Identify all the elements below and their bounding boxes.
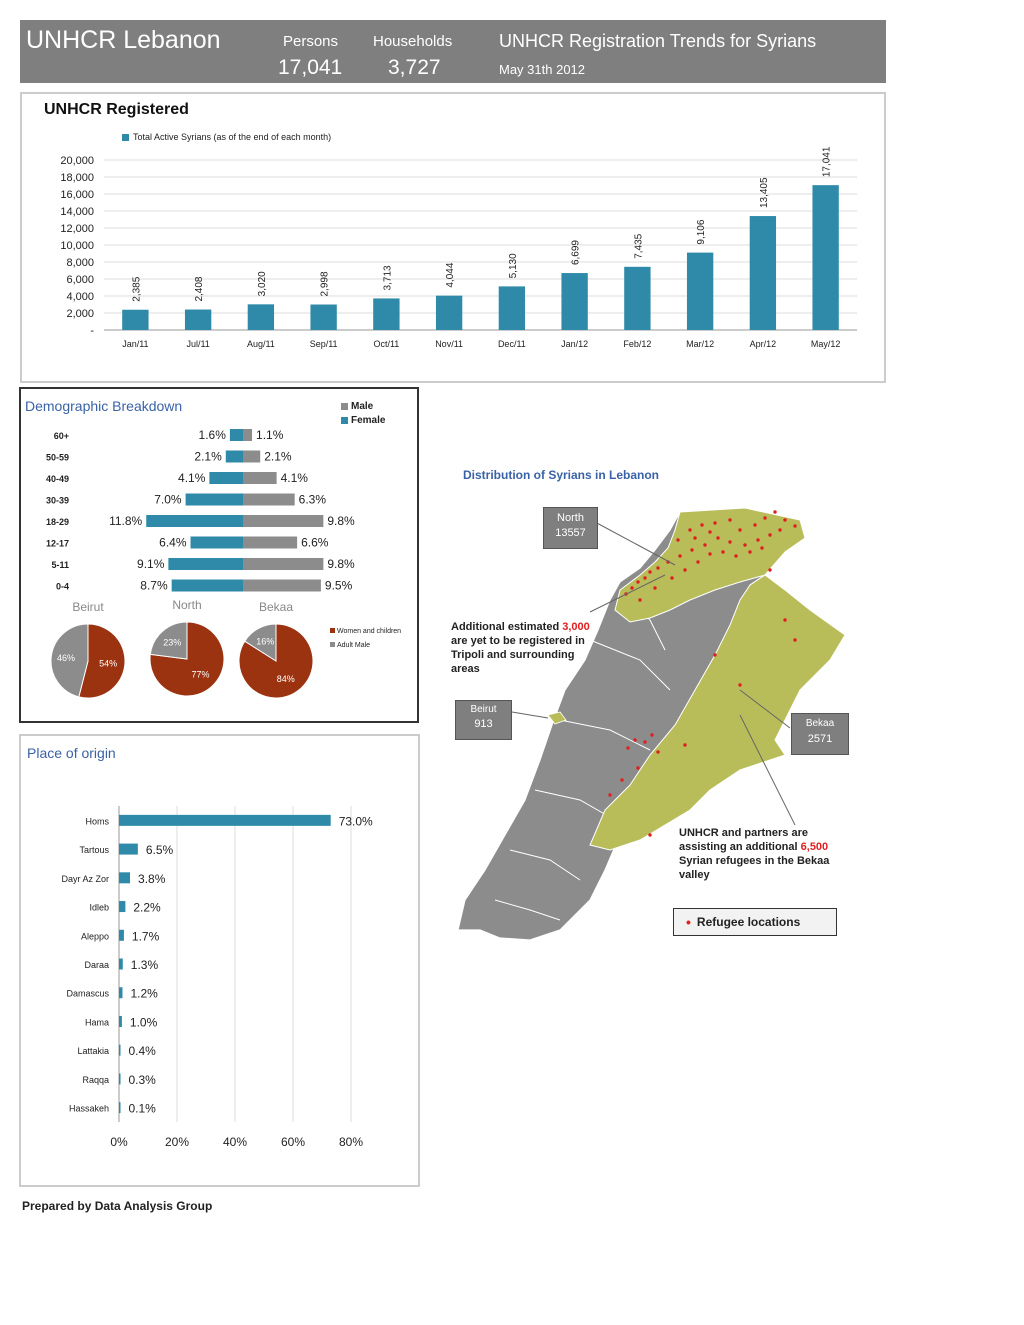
bar-value-label: 17,041 [821, 146, 833, 178]
callout-bekaa [791, 713, 849, 755]
bar [119, 844, 138, 855]
tripoli-note-number: 3,000 [562, 621, 590, 633]
female-bar [172, 580, 243, 592]
female-value-label: 1.6% [198, 428, 226, 442]
map-legend-label: Refugee locations [696, 915, 801, 929]
legend-dot-icon: • [686, 914, 691, 930]
callout-beirut-value: 913 [474, 718, 493, 730]
x-tick-label: Nov/11 [435, 339, 464, 349]
category-label: Homs [85, 816, 109, 827]
x-tick-label: Feb/12 [623, 339, 652, 349]
x-tick-label: Apr/12 [749, 339, 777, 349]
x-tick-label: 20% [164, 1135, 190, 1149]
female-bar [191, 537, 243, 549]
pie-legend-label: Women and children [337, 628, 402, 635]
pie-value-label: 77% [191, 669, 210, 680]
registered-panel [20, 92, 886, 383]
bekaa-note [679, 826, 839, 882]
bar [248, 304, 274, 330]
bar-value-label: 1.3% [130, 958, 159, 972]
x-tick-label: 60% [280, 1135, 306, 1149]
bekaa-note-a: UNHCR and partners are assisting an additional [679, 827, 808, 853]
report-date: May 31th 2012 [499, 62, 586, 77]
pie-value-label: 16% [256, 636, 275, 647]
x-tick-label: Sep/11 [309, 339, 338, 349]
bar [119, 959, 123, 970]
callout-north-value: 13557 [555, 527, 586, 539]
female-value-label: 8.7% [140, 578, 168, 593]
category-label: Hassakeh [68, 1103, 109, 1114]
x-tick-label: Mar/12 [686, 339, 715, 349]
bar-value-label: 0.3% [128, 1072, 156, 1087]
bar [812, 185, 838, 330]
bar-value-label: 0.1% [128, 1101, 156, 1116]
female-bar [230, 429, 243, 441]
category-label: Damascus [66, 988, 109, 999]
pie-value-label: 23% [163, 637, 182, 648]
bekaa-note-b: Syrian refugees in the Bekaa valley [679, 855, 830, 881]
registered-title: UNHCR Registered [44, 101, 189, 118]
report-title: UNHCR Registration Trends for Syrians [499, 31, 817, 51]
category-label: Aleppo [80, 931, 109, 942]
bar-value-label: 9,106 [696, 219, 708, 245]
age-group-label: 30-39 [45, 495, 69, 506]
bekaa-note-number: 6,500 [800, 841, 829, 853]
male-value-label: 2.1% [264, 449, 292, 464]
male-bar [243, 537, 297, 549]
bar-value-label: 1.7% [131, 929, 160, 944]
bar-value-label: 3.8% [138, 871, 166, 886]
category-label: Dayr Az Zor [61, 873, 109, 884]
tripoli-note-a: Additional estimated [451, 621, 560, 633]
bar [119, 1073, 121, 1084]
callout-north [543, 507, 598, 549]
bar-value-label: 2,998 [319, 271, 331, 297]
pie-region-label: North [172, 598, 202, 612]
y-tick-label: 2,000 [66, 308, 94, 320]
bar [750, 216, 776, 330]
bar-value-label: 2.2% [133, 900, 161, 915]
female-value-label: 11.8% [109, 514, 143, 528]
bar [561, 273, 587, 330]
male-value-label: 1.1% [256, 428, 284, 442]
bar-value-label: 73.0% [338, 814, 373, 829]
callout-beirut-label: Beirut [470, 704, 497, 715]
persons-value: 17,041 [278, 56, 343, 79]
bar [119, 1016, 122, 1027]
bar [499, 286, 525, 330]
male-value-label: 6.6% [301, 535, 329, 550]
bar [119, 1102, 121, 1113]
persons-label: Persons [283, 33, 339, 50]
bar-value-label: 5,130 [507, 253, 519, 279]
bar [119, 815, 331, 826]
callout-bekaa-value: 2571 [807, 733, 833, 745]
y-tick-label: 20,000 [60, 155, 94, 167]
category-label: Daraa [84, 960, 109, 970]
male-bar [243, 558, 323, 570]
category-label: Hama [84, 1017, 109, 1028]
male-bar [243, 429, 252, 441]
category-label: Tartous [79, 845, 109, 856]
male-value-label: 6.3% [298, 492, 327, 507]
y-tick-label: 12,000 [60, 223, 94, 235]
bar [122, 310, 148, 330]
demographic-pyramid-chart [21, 389, 417, 721]
bar [310, 305, 336, 330]
age-group-label: 5-11 [51, 560, 69, 570]
y-tick-label: 8,000 [66, 257, 94, 269]
bar-value-label: 1.2% [130, 986, 158, 1001]
female-bar [168, 558, 243, 570]
x-tick-label: Dec/11 [497, 339, 526, 349]
male-bar [243, 494, 295, 506]
category-label: Raqqa [82, 1074, 109, 1085]
bar [119, 872, 130, 883]
bar [373, 298, 399, 330]
bar-value-label: 3,020 [256, 271, 268, 297]
y-tick-label: - [90, 325, 94, 337]
x-tick-label: Aug/11 [246, 339, 275, 349]
y-tick-label: 14,000 [60, 206, 94, 218]
page-title: UNHCR Lebanon [26, 26, 221, 54]
pie-region-label: Bekaa [258, 600, 294, 614]
y-tick-label: 4,000 [66, 291, 94, 303]
bar-value-label: 2,408 [194, 276, 206, 302]
header-banner [20, 20, 886, 83]
female-value-label: 4.1% [178, 471, 206, 485]
female-bar [209, 472, 243, 484]
age-group-label: 18-29 [45, 517, 69, 527]
pie-value-label: 46% [56, 653, 75, 664]
origin-panel [19, 734, 420, 1187]
pie-legend-label: Adult Male [337, 642, 371, 649]
female-value-label: 9.1% [137, 557, 165, 571]
female-bar [146, 515, 243, 527]
legend-female-label: Female [351, 415, 386, 426]
footer-credit: Prepared by Data Analysis Group [22, 1199, 213, 1213]
x-tick-label: Jul/11 [186, 339, 210, 349]
map-legend-box [673, 908, 837, 936]
pie-value-label: 84% [276, 673, 295, 684]
y-tick-label: 10,000 [60, 240, 94, 252]
bar [119, 987, 122, 998]
pie-value-label: 54% [99, 658, 118, 669]
x-tick-label: Oct/11 [373, 339, 400, 349]
callout-bekaa-label: Bekaa [805, 718, 835, 729]
x-tick-label: 80% [338, 1135, 364, 1149]
tripoli-note-b: are yet to be registered in Tripoli and surrounding areas [451, 635, 585, 675]
pie-region-label: Beirut [72, 600, 104, 614]
female-value-label: 2.1% [194, 449, 222, 464]
bar [687, 253, 713, 330]
households-value: 3,727 [388, 56, 441, 79]
callout-beirut [455, 700, 512, 740]
bar-value-label: 6,699 [570, 240, 582, 266]
bar [119, 1045, 121, 1056]
pie-legend-swatch [330, 628, 335, 633]
age-group-label: 0-4 [55, 581, 69, 592]
age-group-label: 50-59 [45, 452, 69, 463]
bar-value-label: 3,713 [382, 265, 394, 291]
legend-male-label: Male [351, 401, 374, 412]
bar-value-label: 1.0% [129, 1015, 158, 1030]
male-bar [243, 451, 260, 463]
bar-value-label: 6.5% [145, 843, 174, 858]
male-value-label: 9.5% [324, 578, 353, 593]
category-label: Lattakia [77, 1046, 109, 1057]
bar [119, 901, 125, 912]
demographic-panel [19, 387, 419, 723]
bar [119, 930, 124, 941]
bar-value-label: 0.4% [128, 1044, 156, 1059]
bar [624, 267, 650, 330]
bar-value-label: 7,435 [633, 233, 645, 259]
female-bar [226, 451, 243, 463]
bar [436, 296, 462, 330]
x-tick-label: 0% [110, 1135, 128, 1149]
female-value-label: 6.4% [159, 535, 187, 550]
households-label: Households [373, 33, 453, 50]
callout-north-label: North [557, 512, 584, 524]
male-bar [243, 580, 321, 592]
male-bar [243, 472, 277, 484]
y-tick-label: 16,000 [60, 189, 94, 201]
bar-value-label: 2,385 [131, 276, 143, 302]
map-title: Distribution of Syrians in Lebanon [463, 468, 660, 482]
origin-bar-chart [21, 736, 418, 1185]
male-value-label: 4.1% [280, 471, 308, 485]
pie-legend-swatch [330, 642, 335, 647]
category-label: Idleb [89, 902, 109, 913]
x-tick-label: 40% [222, 1135, 248, 1149]
registered-bar-chart [22, 94, 884, 381]
y-tick-label: 18,000 [60, 172, 94, 184]
female-bar [186, 494, 243, 506]
male-bar [243, 515, 323, 527]
female-value-label: 7.0% [154, 492, 182, 507]
bar [185, 310, 211, 330]
male-value-label: 9.8% [327, 514, 355, 528]
age-group-label: 60+ [53, 431, 69, 441]
demographic-title: Demographic Breakdown [25, 398, 183, 414]
bar-value-label: 13,405 [758, 177, 770, 209]
x-tick-label: Jan/11 [122, 339, 149, 349]
origin-title: Place of origin [27, 745, 116, 761]
y-tick-label: 6,000 [66, 274, 94, 286]
x-tick-label: May/12 [810, 339, 841, 349]
registered-legend-label: Total Active Syrians (as of the end of each month) [133, 132, 332, 142]
bar-value-label: 4,044 [445, 262, 457, 288]
x-tick-label: Jan/12 [561, 339, 589, 349]
age-group-label: 12-17 [45, 538, 69, 549]
male-value-label: 9.8% [327, 557, 355, 571]
tripoli-note [451, 620, 601, 676]
age-group-label: 40-49 [45, 474, 69, 484]
